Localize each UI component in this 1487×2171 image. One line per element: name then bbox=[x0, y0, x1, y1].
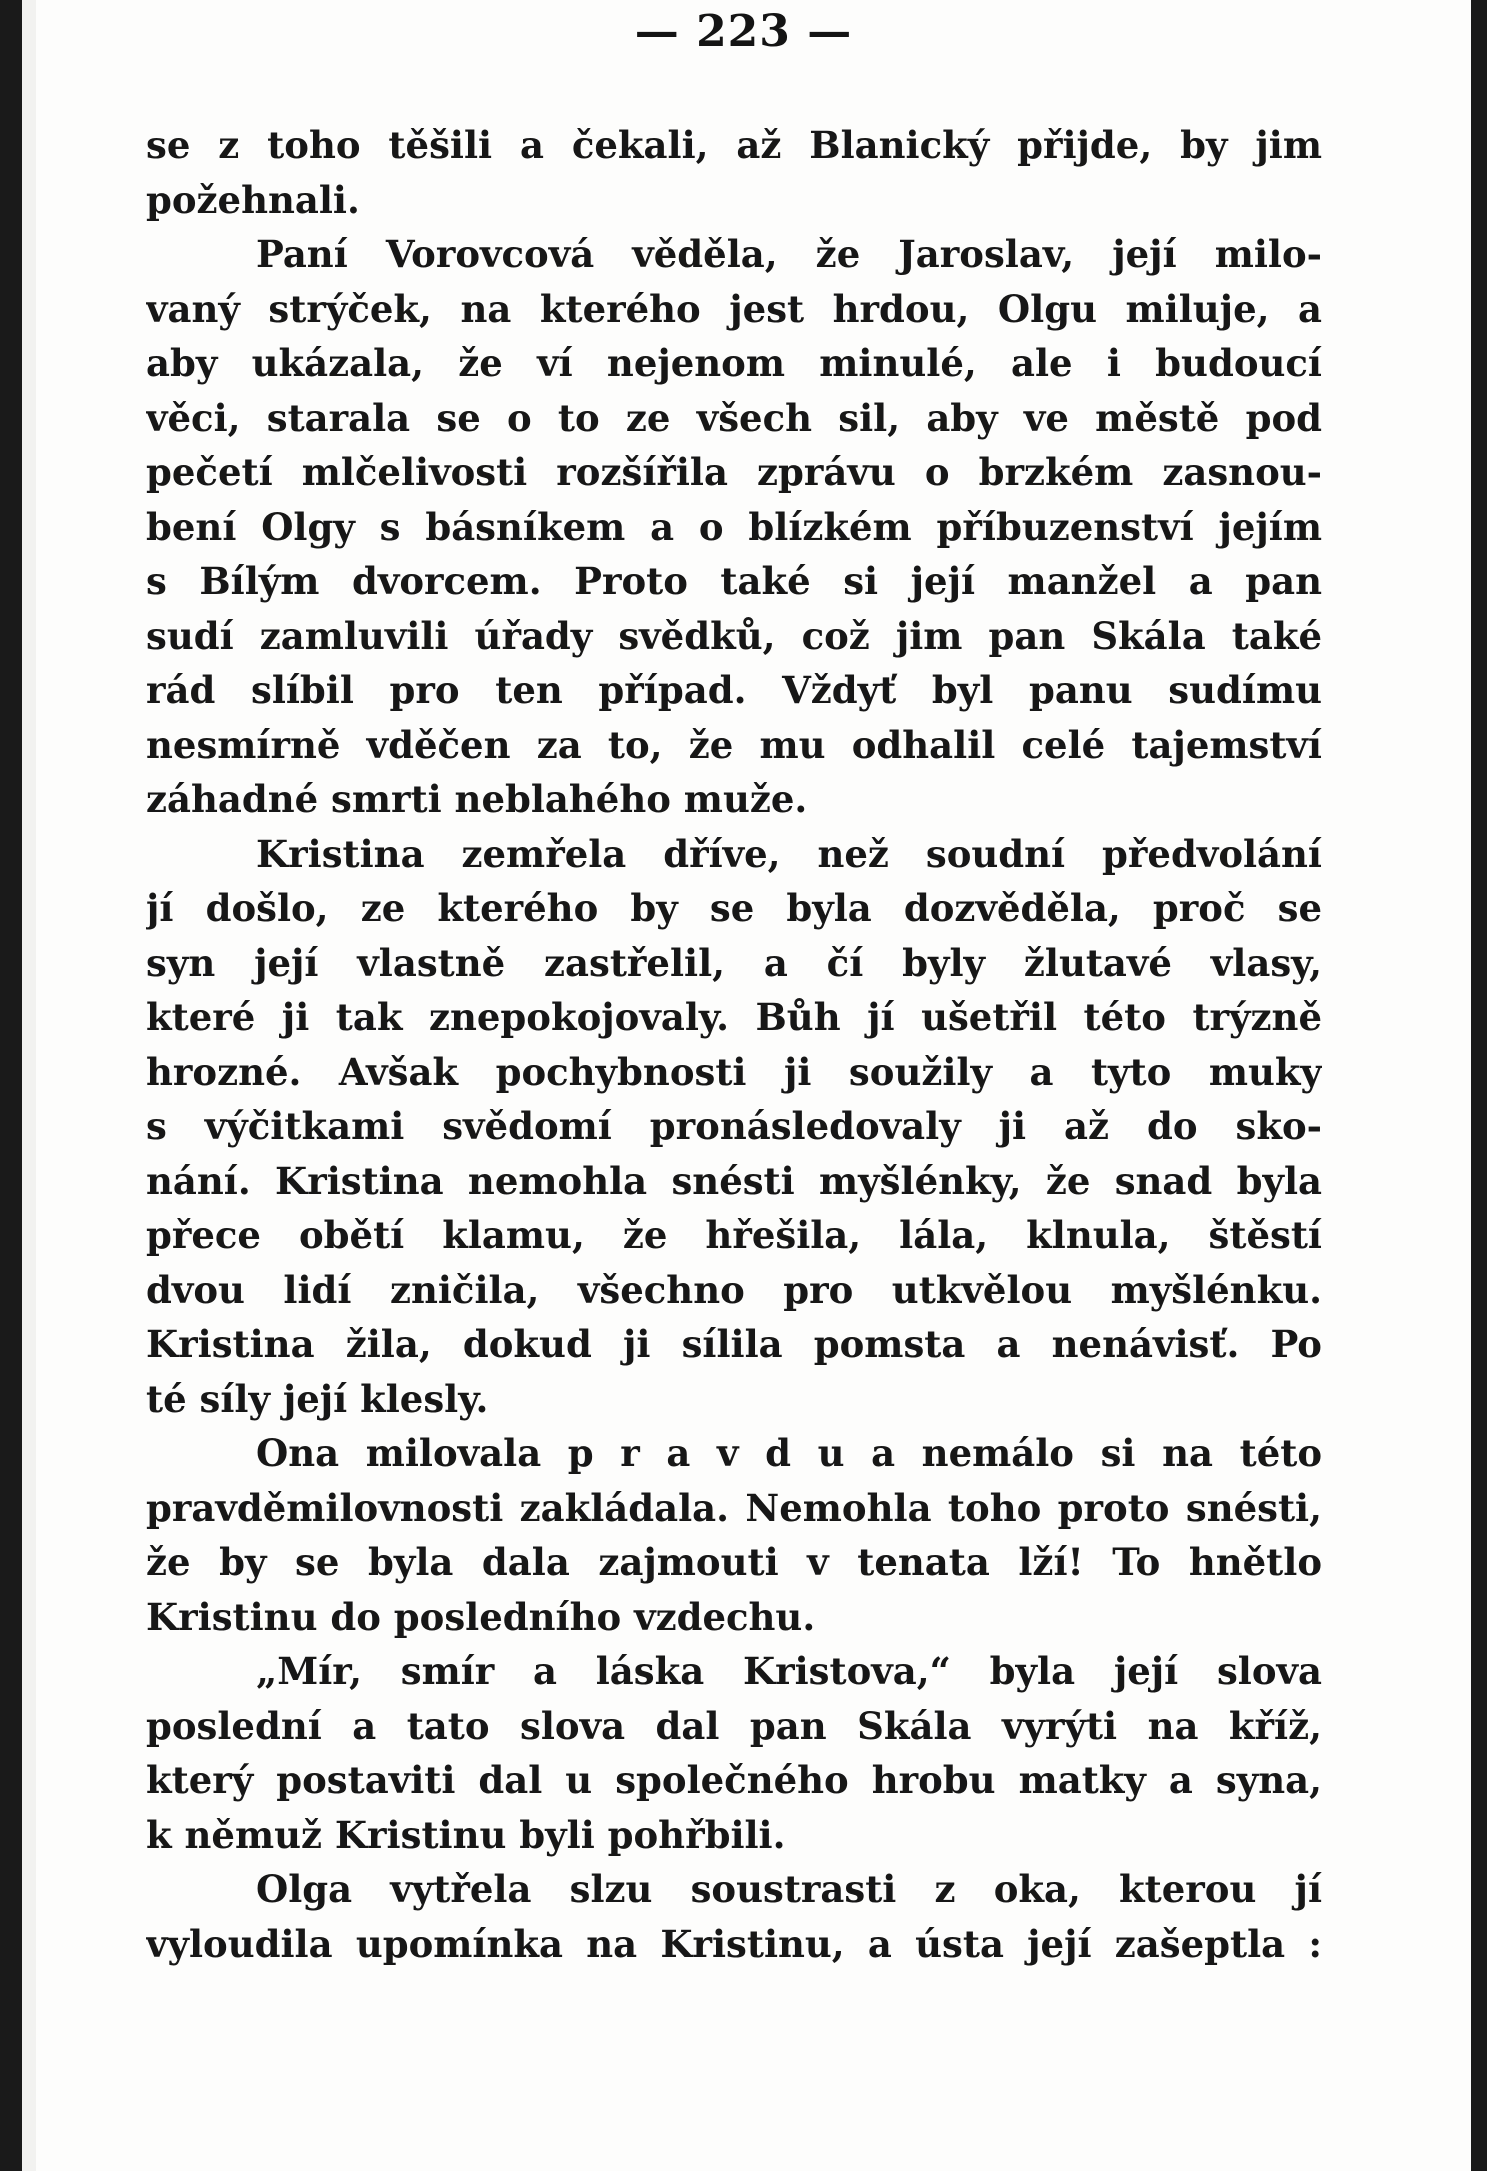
text-line: že by se byla dala zajmouti v tenata lží! To hnětlo bbox=[146, 1540, 1322, 1584]
text-line: rád slíbil pro ten případ. Vždyť byl panu sudímu bbox=[146, 668, 1322, 712]
text-line: věci, starala se o to ze všech sil, aby ve městě pod bbox=[146, 395, 1322, 440]
scan-edge-left bbox=[0, 0, 22, 2171]
text-line: aby ukázala, že ví nejenom minulé, ale i budoucí bbox=[146, 341, 1322, 385]
text-line: poslední a tato slova dal pan Skála vyrýti na kříž, bbox=[146, 1703, 1322, 1748]
text-line: Kristinu do posledního vzdechu. bbox=[146, 1594, 816, 1639]
text-line: nesmírně vděčen za to, že mu odhalil celé tajemství bbox=[146, 722, 1322, 767]
text-line: pečetí mlčelivosti rozšířila zprávu o brzkém zasnou- bbox=[146, 450, 1322, 494]
text-line: se z toho těšili a čekali, až Blanický přijde, by jim bbox=[146, 123, 1322, 167]
text-line: vaný strýček, na kterého jest hrdou, Olgu miluje, a bbox=[146, 286, 1322, 331]
text-line: Kristina zemřela dříve, než soudní předvolání bbox=[256, 831, 1322, 876]
text-line: nání. Kristina nemohla snésti myšlénky, že snad byla bbox=[146, 1158, 1322, 1203]
text-line: Kristina žila, dokud ji sílila pomsta a nenávisť. Po bbox=[146, 1322, 1322, 1366]
text-line: s Bílým dvorcem. Proto také si její manžel a pan bbox=[146, 559, 1322, 603]
text-line: s výčitkami svědomí pronásledovaly ji až do sko- bbox=[146, 1104, 1322, 1148]
text-line: jí došlo, ze kterého by se byla dozvěděla, proč se bbox=[146, 886, 1322, 930]
text-line: pravděmilovnosti zakládala. Nemohla toho proto snésti, bbox=[146, 1485, 1322, 1530]
page-number: — 223 — bbox=[634, 6, 853, 57]
text-line: Ona milovala p r a v d u a nemálo si na této bbox=[256, 1431, 1322, 1475]
text-line: který postaviti dal u společného hrobu matky a syna, bbox=[146, 1758, 1322, 1802]
text-line: které ji tak znepokojovaly. Bůh jí ušetřil této trýzně bbox=[146, 995, 1322, 1039]
text-line: Olga vytřela slzu soustrasti z oka, kterou jí bbox=[256, 1867, 1322, 1911]
text-line: záhadné smrti neblahého muže. bbox=[146, 777, 808, 821]
text-line: přece obětí klamu, že hřešila, lála, klnula, štěstí bbox=[146, 1213, 1322, 1257]
text-line: „Mír, smír a láska Kristova,“ byla její slova bbox=[256, 1649, 1322, 1693]
text-line: k němuž Kristinu byli pohřbili. bbox=[146, 1812, 786, 1857]
text-line: Paní Vorovcová věděla, že Jaroslav, její milo- bbox=[256, 232, 1322, 276]
text-line: hrozné. Avšak pochybnosti ji soužily a tyto muky bbox=[146, 1049, 1322, 1094]
text-line: bení Olgy s básníkem a o blízkém příbuzenství jejím bbox=[146, 504, 1322, 549]
text-line: dvou lidí zničila, všechno pro utkvělou myšlénku. bbox=[146, 1267, 1322, 1312]
scan-margin-left bbox=[22, 0, 36, 2171]
text-line: požehnali. bbox=[146, 177, 360, 222]
text-line: vyloudila upomínka na Kristinu, a ústa její zašeptla : bbox=[146, 1921, 1322, 1966]
scan-edge-right bbox=[1471, 0, 1487, 2171]
text-line: té síly její klesly. bbox=[146, 1376, 489, 1421]
text-line: syn její vlastně zastřelil, a čí byly žlutavé vlasy, bbox=[146, 940, 1322, 985]
text-line: sudí zamluvili úřady svědků, což jim pan Skála také bbox=[146, 613, 1322, 658]
body-text bbox=[146, 118, 1322, 1971]
